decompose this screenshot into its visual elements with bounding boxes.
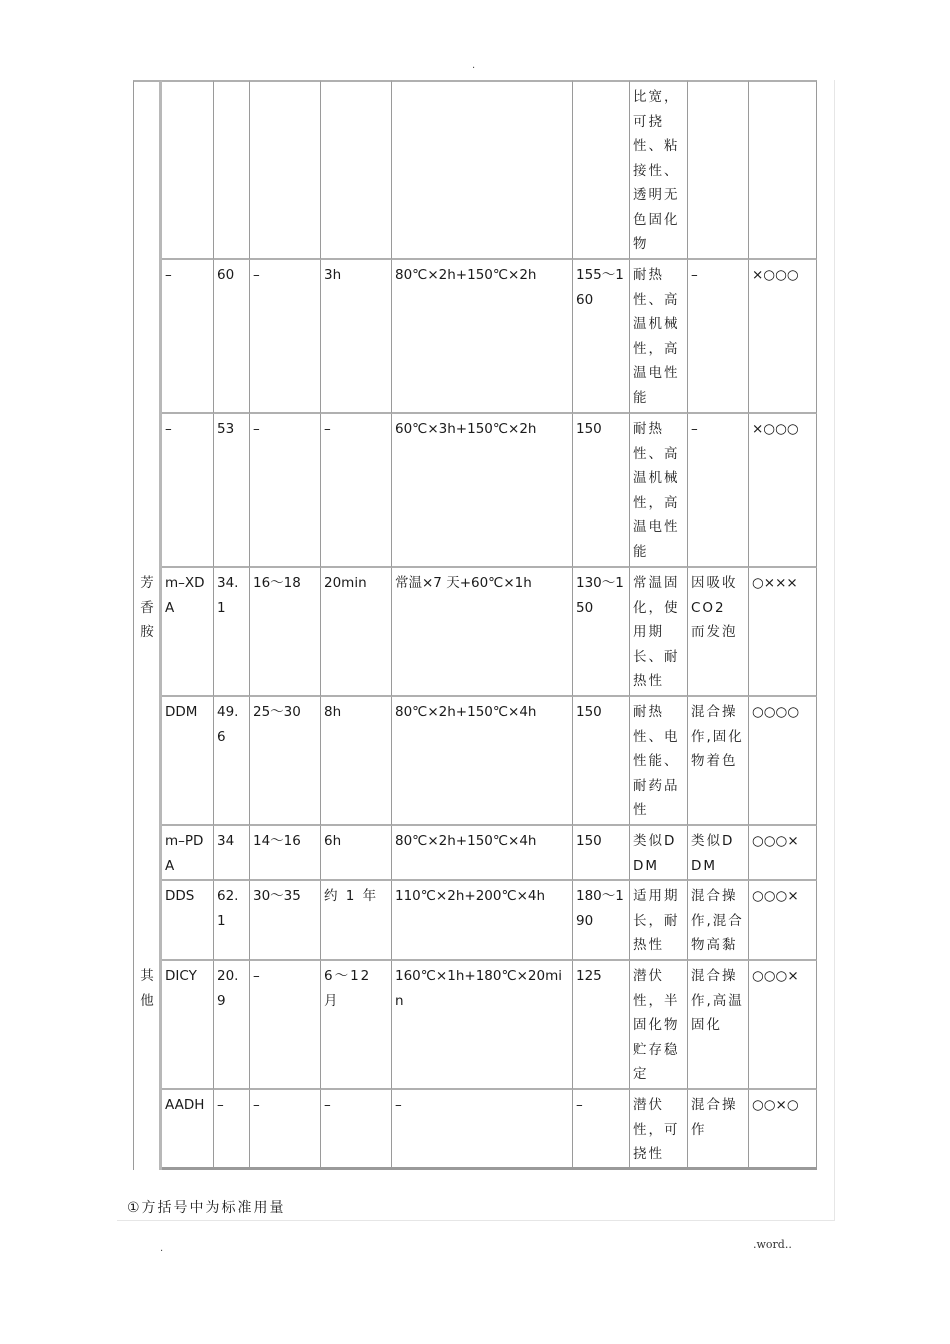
table-cell: 6h bbox=[321, 826, 392, 881]
table-cell: 150 bbox=[573, 697, 630, 826]
table-cell: – bbox=[250, 1090, 321, 1170]
table-cell: 混合操作 bbox=[688, 1090, 749, 1170]
table-cell: 14～16 bbox=[250, 826, 321, 881]
table-cell: – bbox=[321, 414, 392, 568]
table-cell: 6～12 月 bbox=[321, 961, 392, 1090]
table-cell: – bbox=[392, 1090, 573, 1170]
table-cell: 53 bbox=[214, 414, 250, 568]
table-cell: 20.9 bbox=[214, 961, 250, 1090]
table-cell: – bbox=[250, 260, 321, 414]
table-cell: – bbox=[688, 414, 749, 568]
table-cell: – bbox=[214, 1090, 250, 1170]
table-cell: – bbox=[321, 1090, 392, 1170]
table-cell: m–PDA bbox=[162, 826, 214, 881]
table-cell: DICY bbox=[162, 961, 214, 1090]
table-cell: 60 bbox=[214, 260, 250, 414]
table-cell bbox=[214, 80, 250, 260]
table-row bbox=[133, 881, 817, 961]
table-cell: 混合操作,高温固化 bbox=[688, 961, 749, 1090]
table-cell: 150 bbox=[573, 414, 630, 568]
table-cell: – bbox=[162, 260, 214, 414]
table-cell: 耐热性、高温机械性，高温电性能 bbox=[630, 414, 688, 568]
table-cell: 约 1 年 bbox=[321, 881, 392, 961]
footer-left-mark: . bbox=[160, 1243, 164, 1254]
table-cell bbox=[321, 80, 392, 260]
table-cell: ×○○○ bbox=[749, 414, 817, 568]
table-cell: – bbox=[250, 414, 321, 568]
table-cell: ○××× bbox=[749, 568, 817, 697]
table-cell: DDS bbox=[162, 881, 214, 961]
table-cell: 110℃×2h+200℃×4h bbox=[392, 881, 573, 961]
footer-word-mark: .word.. bbox=[753, 1238, 792, 1251]
table-cell: 潜伏性，可挠性 bbox=[630, 1090, 688, 1170]
table-cell: 常温×7 天+60℃×1h bbox=[392, 568, 573, 697]
table-cell: ×○○○ bbox=[749, 260, 817, 414]
table-cell: 8h bbox=[321, 697, 392, 826]
table-cell: 20min bbox=[321, 568, 392, 697]
table-cell bbox=[392, 80, 573, 260]
table-cell: 125 bbox=[573, 961, 630, 1090]
table-cell: 类似DDM bbox=[688, 826, 749, 881]
table-row bbox=[133, 80, 817, 260]
table-cell: 25～30 bbox=[250, 697, 321, 826]
table-cell: ○○○× bbox=[749, 826, 817, 881]
table-cell: 60℃×3h+150℃×2h bbox=[392, 414, 573, 568]
table-cell: m–XDA bbox=[162, 568, 214, 697]
table-cell: 耐热性、高温机械性，高温电性能 bbox=[630, 260, 688, 414]
table-cell: 160℃×1h+180℃×20min bbox=[392, 961, 573, 1090]
table-cell: 150 bbox=[573, 826, 630, 881]
table-row bbox=[133, 697, 817, 826]
table-cell: 155～160 bbox=[573, 260, 630, 414]
table-cell: 3h bbox=[321, 260, 392, 414]
table-cell: 34.1 bbox=[214, 568, 250, 697]
table-cell: – bbox=[250, 961, 321, 1090]
table-row bbox=[133, 414, 817, 568]
table-cell: – bbox=[688, 260, 749, 414]
table-cell: ○○○× bbox=[749, 881, 817, 961]
table-cell: 49.6 bbox=[214, 697, 250, 826]
table-cell: 类似DDM bbox=[630, 826, 688, 881]
table-cell: 混合操作,固化物着色 bbox=[688, 697, 749, 826]
table-cell: 180～190 bbox=[573, 881, 630, 961]
header-mark: . bbox=[472, 60, 476, 71]
category-cell-other: 其他 bbox=[133, 961, 162, 1170]
table-cell bbox=[749, 80, 817, 260]
table-cell: – bbox=[573, 1090, 630, 1170]
table-cell: 混合操作,混合物高黏 bbox=[688, 881, 749, 961]
table-cell: ○○○○ bbox=[749, 697, 817, 826]
table-cell: 比宽，可挠性、粘接性、透明无色固化物 bbox=[630, 80, 688, 260]
table-cell: 62.1 bbox=[214, 881, 250, 961]
footnote: ①方括号中为标准用量 bbox=[127, 1200, 286, 1216]
table-cell: 30～35 bbox=[250, 881, 321, 961]
table-cell: ○○○× bbox=[749, 961, 817, 1090]
table-cell: 适用期长，耐热性 bbox=[630, 881, 688, 961]
curing-agent-table bbox=[133, 80, 817, 1170]
table-row bbox=[133, 568, 817, 697]
table-cell: 80℃×2h+150℃×4h bbox=[392, 697, 573, 826]
table-cell bbox=[162, 80, 214, 260]
table-cell: 34 bbox=[214, 826, 250, 881]
table-cell: DDM bbox=[162, 697, 214, 826]
table-row bbox=[133, 260, 817, 414]
category-cell-continued bbox=[133, 80, 162, 568]
table-row bbox=[133, 1090, 817, 1170]
table-row bbox=[133, 826, 817, 881]
table-cell: – bbox=[162, 414, 214, 568]
table-cell: 80℃×2h+150℃×4h bbox=[392, 826, 573, 881]
table-cell: 130～150 bbox=[573, 568, 630, 697]
table-cell bbox=[688, 80, 749, 260]
table-cell: 因吸收CO2 而发泡 bbox=[688, 568, 749, 697]
table-cell bbox=[573, 80, 630, 260]
table-row bbox=[133, 961, 817, 1090]
table-cell: 16～18 bbox=[250, 568, 321, 697]
table-cell: 潜伏性，半固化物贮存稳定 bbox=[630, 961, 688, 1090]
table-cell: 耐热性、电性能、耐药品性 bbox=[630, 697, 688, 826]
table-cell: AADH bbox=[162, 1090, 214, 1170]
category-cell-aromatic-amine: 芳香胺 bbox=[133, 568, 162, 961]
table-cell: 常温固化，使用期长、耐热性 bbox=[630, 568, 688, 697]
table-cell bbox=[250, 80, 321, 260]
table-cell: 80℃×2h+150℃×2h bbox=[392, 260, 573, 414]
table-cell: ○○×○ bbox=[749, 1090, 817, 1170]
